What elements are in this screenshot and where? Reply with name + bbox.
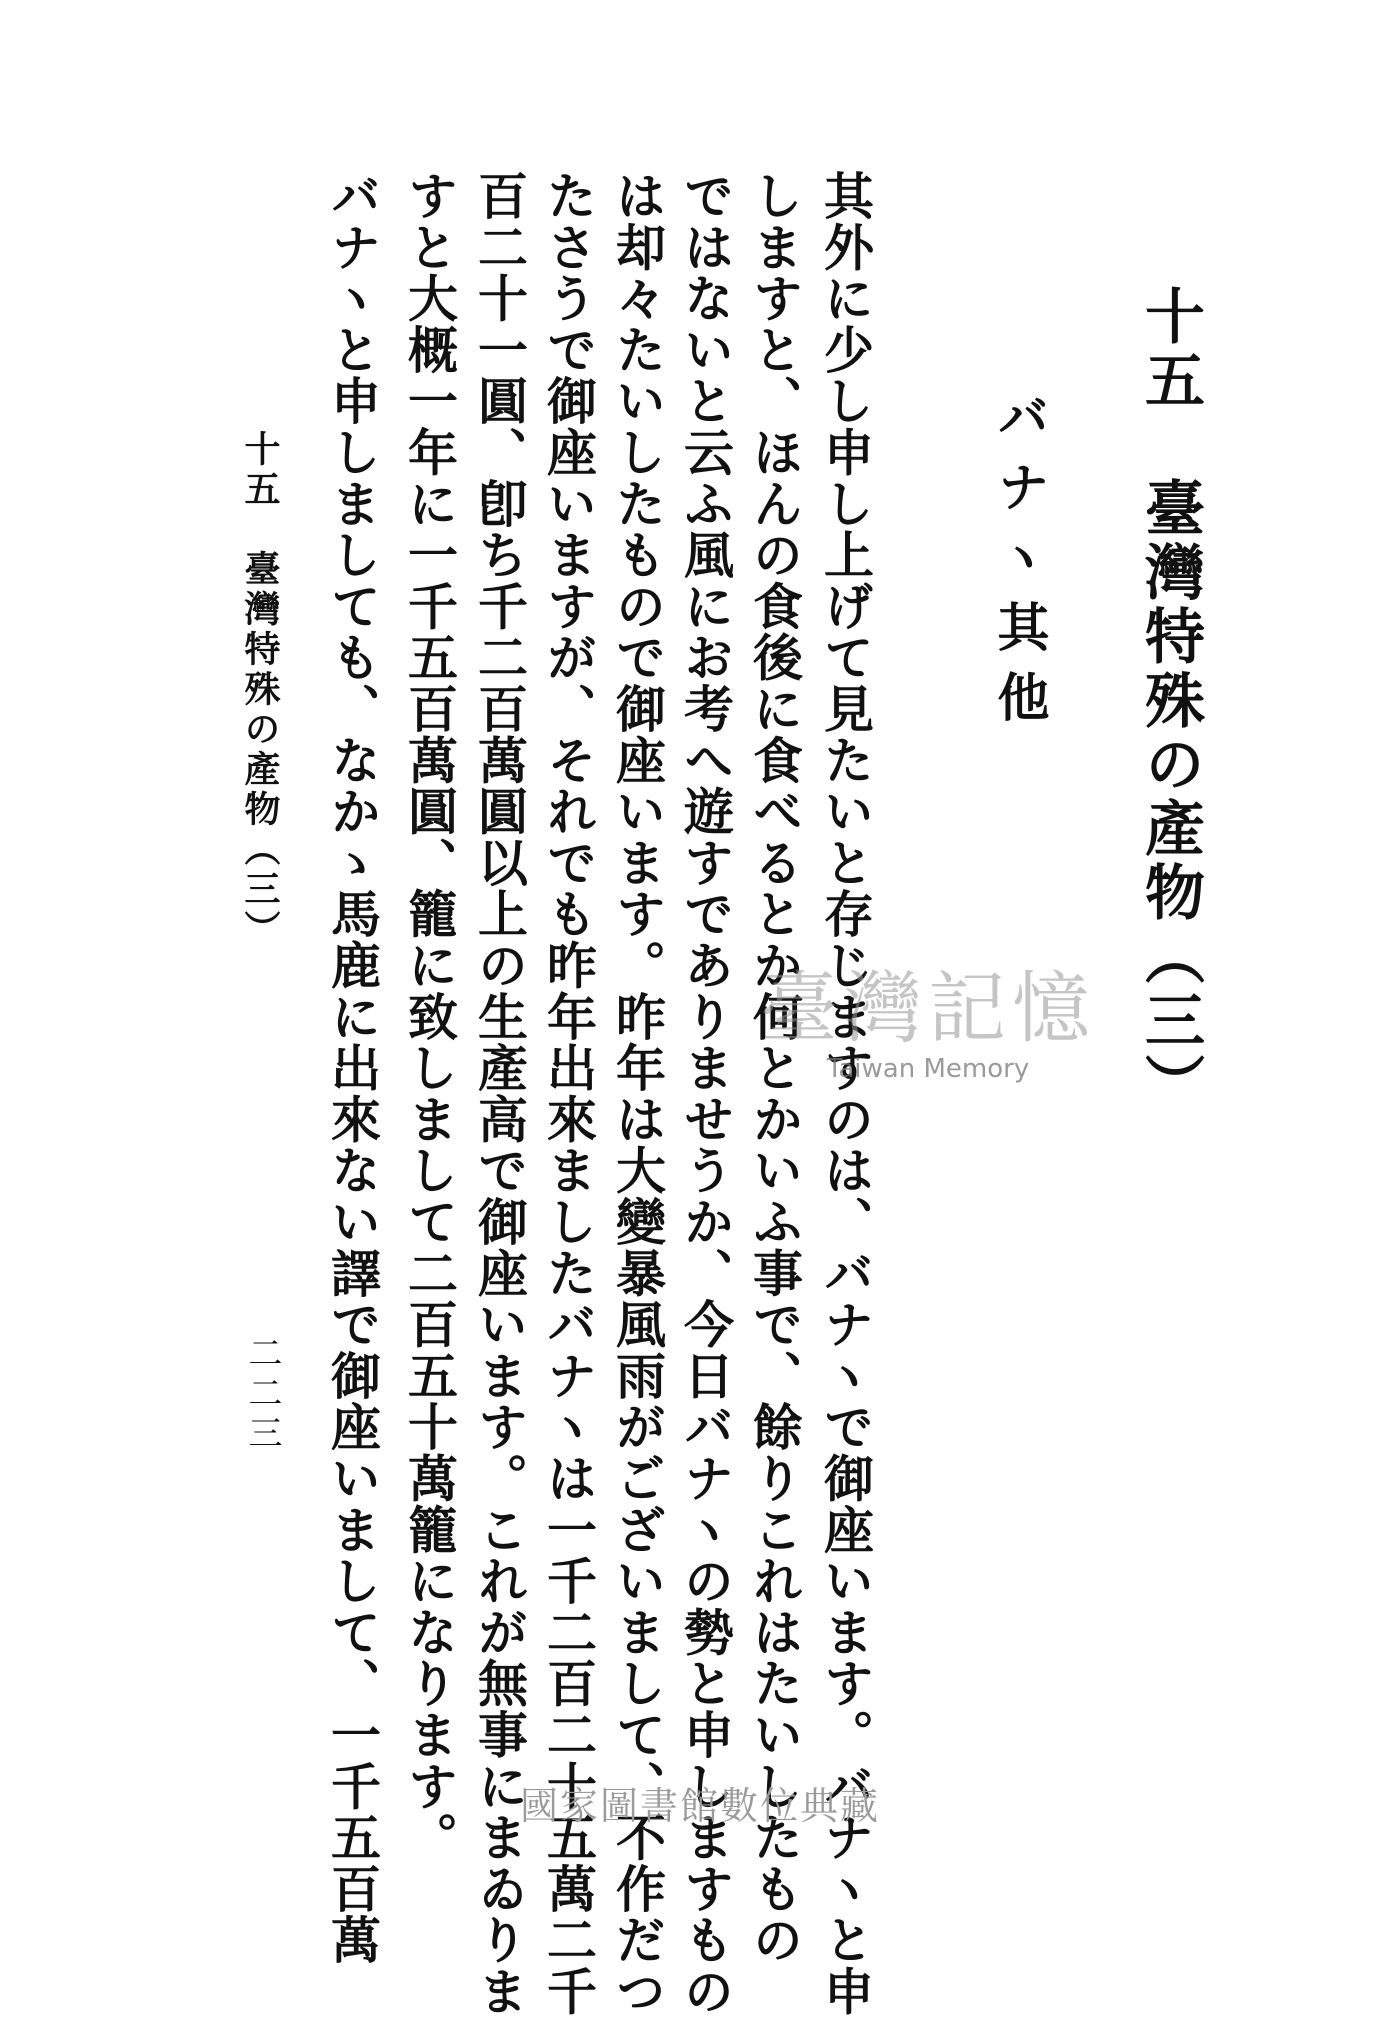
watermark-chinese: 臺灣記憶 [760, 964, 1097, 1054]
watermark-english: Taiwan Memory [826, 1054, 1030, 1084]
footer-credit: 國家圖書館數位典藏 [519, 1784, 880, 1828]
page-number: 二二三 [242, 1335, 282, 1455]
body-line: ではないと云ふ風にお考へ遊すでありませうか、今日バナヽの勢と申しますもの [676, 170, 735, 2017]
body-line: は却々たいしたもので御座います。昨年は大變暴風雨がございまして、不作だつ [608, 170, 667, 2017]
body-line: すと大概一年に一千五百萬圓、籠に致しまして二百五十萬籠になります。 [400, 170, 459, 1863]
body-line: しますと、ほんの食後に食べるとか何とかいふ事で、餘りこれはたいしたもの [745, 170, 804, 1966]
body-line: 百二十一圓、卽ち千二百萬圓以上の生產高で御座います。これが無事にまゐりま [470, 170, 529, 2017]
body-line: 其外に少し申し上げて見たいと存じますのは、バナヽで御座います。バナヽと申 [816, 170, 875, 2017]
chapter-heading: 十五 臺灣特殊の產物（三） [1135, 285, 1205, 1117]
running-head: 十五 臺灣特殊の產物（三） [239, 430, 281, 950]
body-line: バナヽと申しましても、なかゝ馬鹿に出來ない譯で御座いまして、一千五百萬 [323, 170, 382, 1966]
body-line: たさうで御座いますが、それでも昨年出來ましたバナヽは一千二百二十五萬二千 [539, 170, 598, 2017]
taiwan-memory-watermark [760, 964, 1097, 1084]
chapter-subheading: バナヽ其他 [988, 390, 1049, 740]
